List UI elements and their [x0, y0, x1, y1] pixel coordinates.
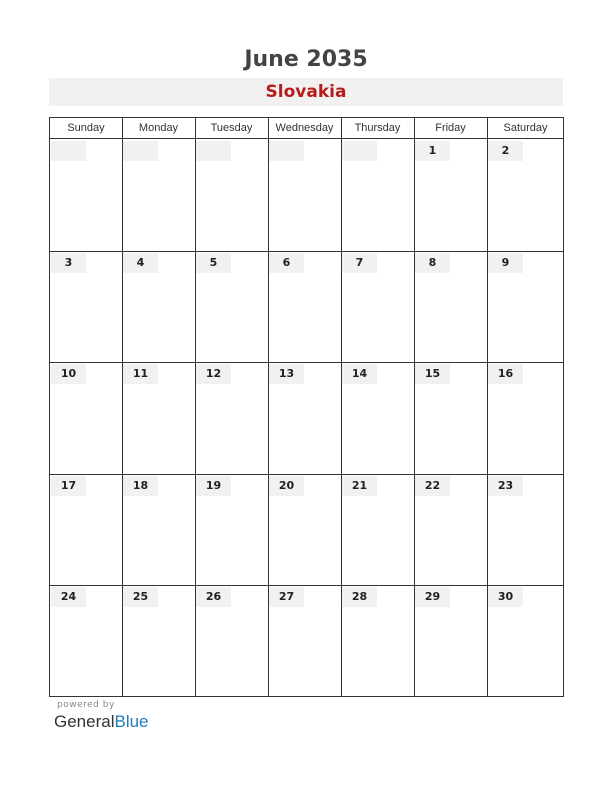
day-number — [196, 253, 231, 273]
day-number-text: 20 — [278, 478, 295, 492]
day-number — [51, 253, 86, 273]
day-number-text: 30 — [497, 590, 514, 604]
day-number — [51, 364, 86, 384]
day-number-text: 22 — [424, 478, 441, 492]
day-number — [415, 253, 450, 273]
weekday-wednesday: Wednesday — [275, 122, 334, 134]
calendar-grid — [49, 117, 564, 697]
empty-day-marker — [123, 141, 158, 161]
row-divider — [50, 585, 563, 586]
day-number — [123, 587, 158, 607]
day-number-text: 18 — [132, 478, 149, 492]
day-number — [123, 253, 158, 273]
day-number-text: 12 — [205, 367, 222, 381]
column-divider — [195, 118, 196, 696]
day-number-text: 13 — [278, 367, 295, 381]
day-number-text: 21 — [351, 478, 368, 492]
day-number-text: 19 — [205, 478, 222, 492]
column-divider — [487, 118, 488, 696]
day-number — [269, 364, 304, 384]
day-number — [488, 253, 523, 273]
day-number-text: 6 — [282, 255, 291, 269]
weekday-tuesday: Tuesday — [210, 122, 253, 134]
row-divider — [50, 362, 563, 363]
day-number — [269, 253, 304, 273]
day-number-text: 10 — [60, 367, 77, 381]
day-number-text: 16 — [497, 367, 514, 381]
day-number-text: 11 — [132, 367, 149, 381]
weekday-monday: Monday — [138, 122, 179, 134]
day-number-text: 2 — [501, 144, 510, 157]
day-number-text: 24 — [60, 590, 77, 604]
day-number-text: 5 — [209, 255, 218, 269]
empty-day-marker — [196, 141, 231, 161]
weekday-thursday: Thursday — [354, 122, 401, 134]
row-divider — [50, 251, 563, 252]
day-number — [415, 587, 450, 607]
powered-by-label: powered by — [57, 700, 115, 710]
brand-logo — [54, 712, 149, 732]
day-number — [51, 587, 86, 607]
day-number — [488, 476, 523, 496]
day-number — [196, 364, 231, 384]
day-number-text: 25 — [132, 590, 149, 604]
empty-day-marker — [51, 141, 86, 161]
column-divider — [414, 118, 415, 696]
day-number-text: 9 — [501, 255, 510, 269]
day-number — [342, 587, 377, 607]
day-number-text: 15 — [424, 367, 441, 381]
day-number-text: 26 — [205, 590, 222, 604]
day-number-text: 3 — [64, 255, 73, 269]
weekday-sunday: Sunday — [67, 122, 105, 134]
day-number — [196, 476, 231, 496]
brand-blue: Blue — [114, 712, 149, 731]
day-number — [123, 364, 158, 384]
day-number — [269, 587, 304, 607]
day-number-text: 17 — [60, 478, 77, 492]
day-number-text: 4 — [136, 255, 145, 269]
day-number-text: 14 — [351, 367, 368, 381]
page-title: June 2035 — [244, 47, 368, 72]
day-number-text: 7 — [355, 255, 364, 269]
column-divider — [268, 118, 269, 696]
column-divider — [122, 118, 123, 696]
day-number — [342, 476, 377, 496]
day-number — [269, 476, 304, 496]
weekday-friday: Friday — [435, 122, 466, 134]
empty-day-marker — [269, 141, 304, 161]
day-number — [415, 141, 450, 161]
day-number-text: 27 — [278, 590, 295, 604]
day-number — [196, 587, 231, 607]
day-number-text: 28 — [351, 590, 368, 604]
weekday-saturday: Saturday — [503, 122, 548, 134]
day-number — [123, 476, 158, 496]
day-number — [488, 364, 523, 384]
country-banner — [49, 78, 563, 106]
empty-day-marker — [342, 141, 377, 161]
day-number — [488, 141, 523, 161]
day-number-text: 23 — [497, 478, 514, 492]
day-number — [342, 364, 377, 384]
day-number — [488, 587, 523, 607]
column-divider — [341, 118, 342, 696]
day-number — [415, 364, 450, 384]
day-number — [415, 476, 450, 496]
row-divider — [50, 474, 563, 475]
day-number — [51, 476, 86, 496]
brand-general: General — [54, 712, 115, 731]
country-name: Slovakia — [265, 82, 347, 102]
day-number-text: 29 — [424, 590, 441, 604]
day-number — [342, 253, 377, 273]
day-number-text: 1 — [428, 144, 437, 157]
day-number-text: 8 — [428, 255, 437, 269]
